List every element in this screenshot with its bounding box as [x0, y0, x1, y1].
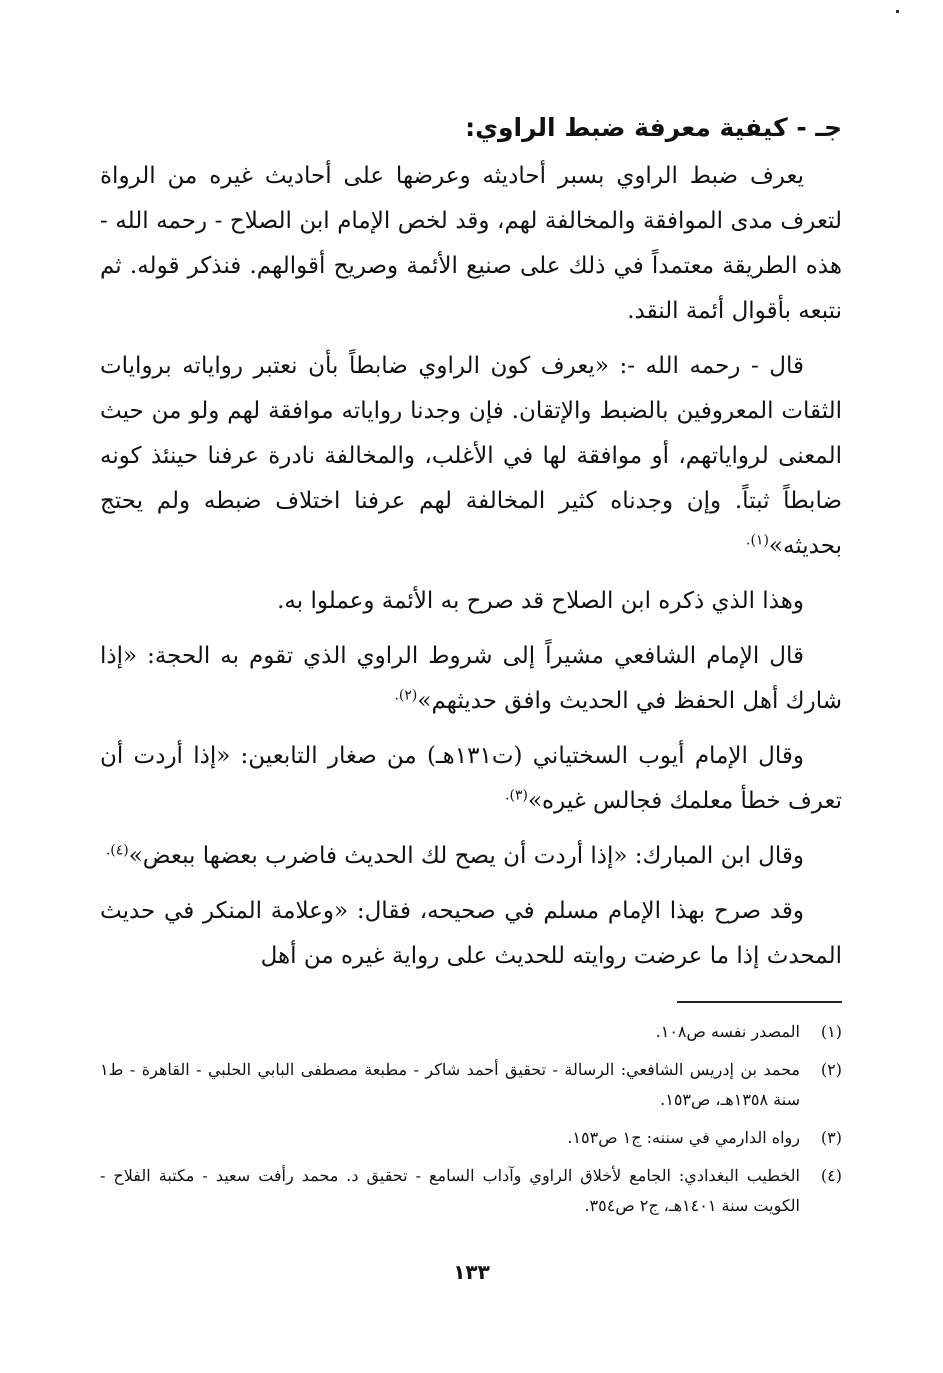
page-body	[100, 108, 842, 1229]
footnote-ref: (٢).	[394, 687, 418, 704]
footnote-number: (٣)	[820, 1128, 842, 1147]
footnote	[100, 1161, 842, 1221]
paragraph-text: قال الإمام الشافعي مشيراً إلى شروط الراوي الذي تقوم به الحجة: «إذا شارك أهل الحفظ في الحديث وافق حديثهم»	[100, 643, 842, 714]
footnote-number: (٢)	[820, 1060, 842, 1079]
paragraph	[100, 834, 842, 879]
paragraph	[100, 579, 842, 624]
footnote-separator	[677, 1001, 842, 1003]
paragraph	[100, 344, 842, 569]
footnote	[100, 1017, 842, 1047]
paragraph-text: يعرف ضبط الراوي بسبر أحاديثه وعرضها على أحاديث غيره من الرواة لتعرف مدى الموافقة والمخالفة لهم، وقد لخص الإمام ابن الصلاح - رحمه الله - هذه الطريقة معتمداً في ذلك على صنيع الأئمة وصريح أقوالهم. فنذكر قوله. ثم نتبعه بأقوال أئمة النقد.	[100, 163, 842, 324]
footnote-number: (١)	[820, 1022, 842, 1041]
page-number: ١٣٣	[453, 1260, 490, 1284]
paragraph-text: وقال الإمام أيوب السختياني (ت١٣١هـ) من صغار التابعين: «إذا أردت أن تعرف خطأ معلمك فجالس غيره»	[100, 743, 842, 814]
scan-mark	[896, 10, 899, 13]
footnote-ref: (١).	[746, 532, 769, 549]
footnote	[100, 1123, 842, 1153]
footnote	[100, 1055, 842, 1115]
footnote-text: محمد بن إدريس الشافعي: الرسالة - تحقيق أحمد شاكر - مطبعة مصطفى البابي الحلبي - القاهرة - ط١ سنة ١٣٥٨هـ، ص١٥٣.	[100, 1060, 800, 1109]
footnote-ref: (٤).	[105, 842, 129, 859]
paragraph	[100, 734, 842, 824]
paragraph-text: قال - رحمه الله -: «يعرف كون الراوي ضابطاً بأن نعتبر رواياته بروايات الثقات المعروفين بالضبط والإتقان. فإن وجدنا رواياته موافقة لهم ولو من حيث المعنى لرواياتهم، أو موافقة لها في الأغلب، والمخالفة نادرة عرفنا حينئذ كونه ضابطاً ثبتاً. وإن وجدناه كثير المخالفة لهم عرفنا اختلاف ضبطه ولم يحتج بحديثه»	[100, 353, 842, 559]
footnote-text: الخطيب البغدادي: الجامع لأخلاق الراوي وآداب السامع - تحقيق د. محمد رأفت سعيد - مكتبة الفلاح - الكويت سنة ١٤٠١هـ، ج٢ ص٣٥٤.	[100, 1166, 800, 1215]
footnote-ref: (٣).	[505, 787, 528, 804]
footnote-text: المصدر نفسه ص١٠٨.	[655, 1022, 800, 1041]
footnote-number: (٤)	[820, 1166, 842, 1185]
paragraph	[100, 154, 842, 334]
paragraph-text: وهذا الذي ذكره ابن الصلاح قد صرح به الأئمة وعملوا به.	[277, 588, 804, 614]
paragraph	[100, 889, 842, 979]
paragraph-text: وقال ابن المبارك: «إذا أردت أن يصح لك الحديث فاضرب بعضها ببعض»	[128, 843, 804, 869]
footnote-text: رواه الدارمي في سننه: ج١ ص١٥٣.	[567, 1128, 800, 1147]
section-heading: جـ - كيفية معرفة ضبط الراوي:	[465, 113, 842, 142]
paragraph	[100, 634, 842, 724]
paragraph-text: وقد صرح بهذا الإمام مسلم في صحيحه، فقال: «وعلامة المنكر في حديث المحدث إذا ما عرضت روايته للحديث على رواية غيره من أهل	[100, 898, 842, 969]
